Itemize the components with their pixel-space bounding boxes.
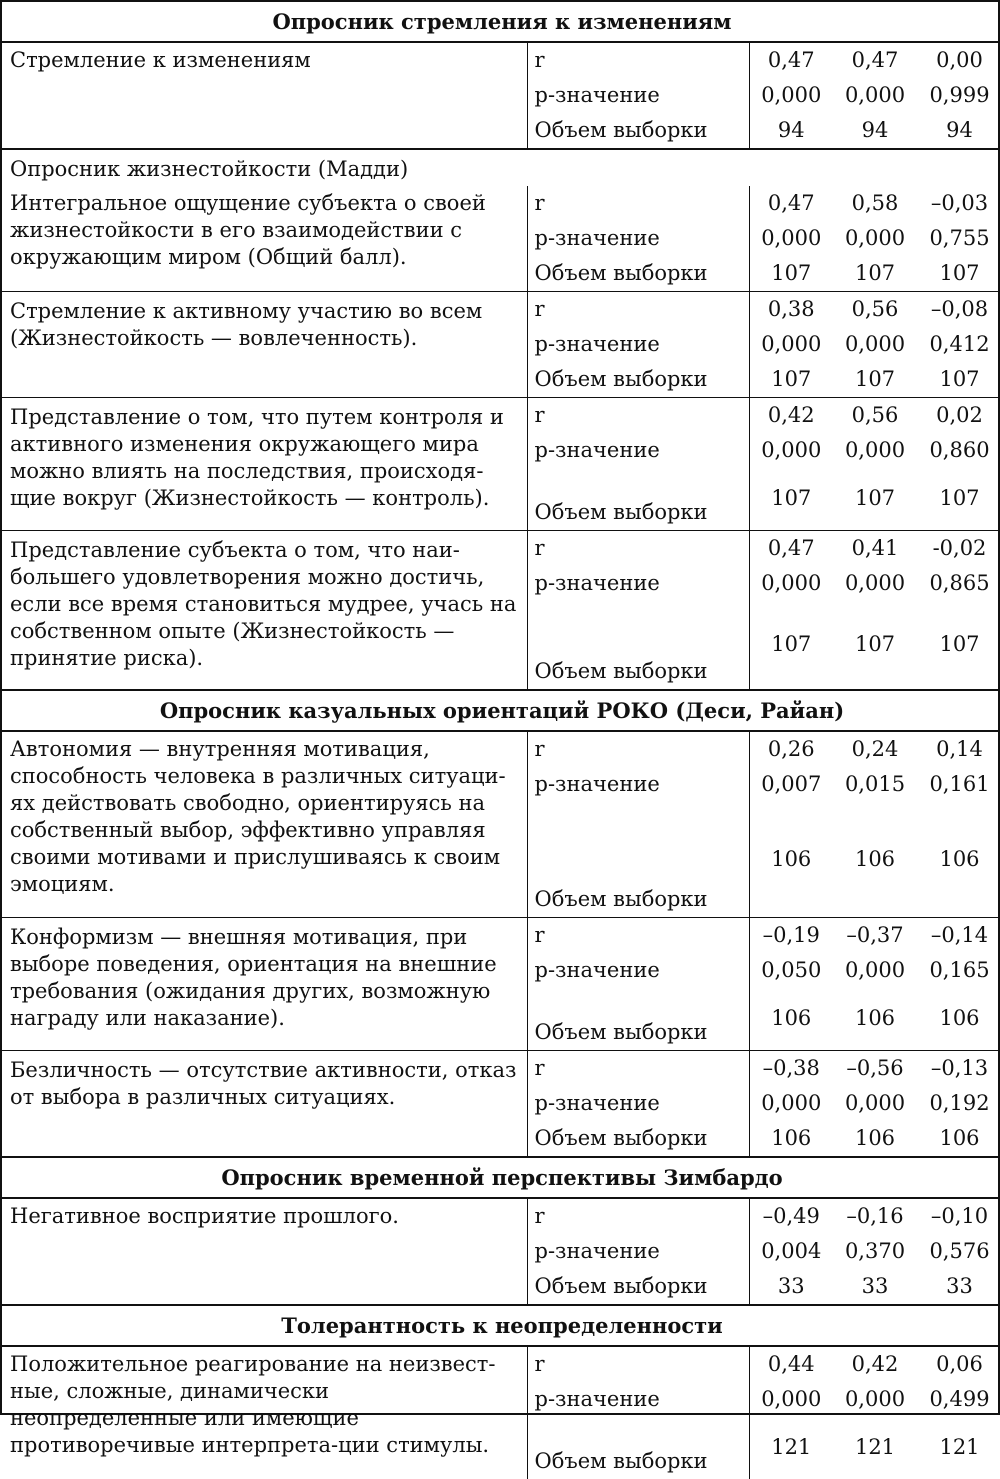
stat-value: 94 xyxy=(749,113,833,149)
row-description: Конформизм — внешняя мотивация, при выборе поведения, ориентация на внешние требования (ожидания других, возможную награду или наказание). xyxy=(2,918,527,1051)
stat-value: 0,576 xyxy=(929,1238,990,1263)
stat-label: r xyxy=(527,292,749,328)
row-description: Положительное реагирование на неизвест-ные, сложные, динамически неопределенные или имеющие противоречивые интерпрета-ции стимулы. xyxy=(10,1351,496,1457)
stat-label: р-значение xyxy=(527,953,749,988)
stat-value: 0,499 xyxy=(929,1386,990,1411)
table-row xyxy=(2,42,1000,78)
stat-label: Объем выборки xyxy=(527,1417,749,1479)
stat-value: 107 xyxy=(854,486,896,511)
stat-value: 107 xyxy=(749,362,833,398)
stat-label: Объем выборки xyxy=(527,601,749,690)
stat-value: 107 xyxy=(939,632,980,656)
section-header xyxy=(2,1157,1000,1198)
stat-value: 0,14 xyxy=(936,736,983,761)
stat-label: r xyxy=(527,530,749,566)
stat-value: 0,42 xyxy=(749,398,833,434)
stat-label: Объем выборки xyxy=(527,113,749,149)
stat-value: –0,03 xyxy=(930,191,989,215)
stat-value: 0,755 xyxy=(929,226,990,250)
stat-value: 0,165 xyxy=(929,958,990,982)
stat-value: 0,26 xyxy=(749,731,833,767)
row-description: Стремление к активному участию во всем (Жизнестойкость — вовлеченность). xyxy=(2,292,527,398)
stat-value: 0,42 xyxy=(851,1351,899,1376)
stat-value: 0,370 xyxy=(844,1238,906,1263)
stat-label: Объем выборки xyxy=(527,1121,749,1157)
correlation-table xyxy=(2,0,1000,1479)
stat-value: 0,000 xyxy=(844,226,906,250)
table-row xyxy=(2,1198,1000,1234)
stat-label: р-значение xyxy=(527,1086,749,1121)
table-row xyxy=(2,398,1000,434)
stat-label: r xyxy=(527,1198,749,1234)
stat-value: 0,56 xyxy=(833,292,917,328)
stat-value: 0,000 xyxy=(844,1386,906,1411)
stat-value: –0,56 xyxy=(833,1050,917,1086)
stat-value: 0,999 xyxy=(929,83,990,107)
stat-value: 106 xyxy=(749,988,833,1050)
section-subheader xyxy=(2,149,1000,186)
stat-label: Объем выборки xyxy=(527,988,749,1050)
stat-label: Объем выборки xyxy=(527,256,749,292)
stat-label: р-значение xyxy=(527,433,749,468)
section-subtitle: Опросник жизнестойкости (Мадди) xyxy=(2,149,1000,186)
stat-value: 33 xyxy=(749,1269,833,1305)
row-description: Безличность — отсутствие активности, отказ от выбора в различных ситуациях. xyxy=(2,1050,527,1157)
table-row xyxy=(2,731,1000,767)
stat-value: 107 xyxy=(749,601,833,690)
section-header xyxy=(2,690,1000,731)
table-row xyxy=(2,186,1000,221)
stat-value: 121 xyxy=(749,1417,833,1479)
stat-value: 0,000 xyxy=(844,570,906,595)
stat-value: 106 xyxy=(854,846,896,871)
stat-value: 106 xyxy=(939,1006,980,1031)
table-row xyxy=(2,530,1000,566)
stat-label: r xyxy=(527,731,749,767)
stat-value: 0,000 xyxy=(844,83,906,107)
stat-value: 106 xyxy=(749,1121,833,1157)
stat-value: 107 xyxy=(749,256,833,292)
stat-value: 0,47 xyxy=(749,186,833,221)
stat-value: 0,161 xyxy=(929,771,990,796)
stat-value: 0,000 xyxy=(749,78,833,113)
stat-value: 106 xyxy=(854,1006,896,1031)
row-description: Представление о том, что путем контроля и активного изменения окружающего мира можно влиять на последствия, происходя-щие вокруг (Жизнестойкость — контроль). xyxy=(2,398,527,531)
stat-value: 0,000 xyxy=(749,327,833,362)
stat-value: 106 xyxy=(749,802,833,918)
stat-label: р-значение xyxy=(527,1234,749,1269)
stat-value: 0,000 xyxy=(749,221,833,256)
stat-value: 94 xyxy=(861,118,889,142)
stat-value: 0,000 xyxy=(749,433,833,468)
stat-value: –0,38 xyxy=(749,1050,833,1086)
stat-value: –0,19 xyxy=(749,918,833,954)
stat-value: 121 xyxy=(854,1435,896,1459)
stat-value: 0,000 xyxy=(844,332,906,356)
stat-value: 33 xyxy=(946,1273,973,1298)
section-title: Опросник казуальных ориентаций РОКО (Деси, Райан) xyxy=(2,690,1000,731)
stat-value: 0,000 xyxy=(844,1090,906,1115)
row-description: Стремление к изменениям xyxy=(10,48,311,72)
stat-value: 0,56 xyxy=(833,398,917,434)
stat-value: 0,38 xyxy=(749,292,833,328)
stat-label: р-значение xyxy=(527,327,749,362)
stat-value: 0,000 xyxy=(749,566,833,601)
stat-value: –0,49 xyxy=(749,1198,833,1234)
stat-value: –0,08 xyxy=(917,292,1000,328)
stat-value: 0,004 xyxy=(749,1234,833,1269)
stat-value: 107 xyxy=(939,367,980,391)
stat-label: Объем выборки xyxy=(527,802,749,918)
stat-label: r xyxy=(527,42,749,78)
row-description: Негативное восприятие прошлого. xyxy=(10,1203,399,1228)
stat-value: –0,13 xyxy=(917,1050,1000,1086)
stat-value: 0,000 xyxy=(844,958,906,982)
stat-value: 0,41 xyxy=(833,530,917,566)
table-body xyxy=(2,1,1000,1479)
stat-value: 0,47 xyxy=(749,530,833,566)
stat-label: р-значение xyxy=(527,221,749,256)
stat-label: r xyxy=(527,918,749,954)
stat-label: Объем выборки xyxy=(527,468,749,530)
stat-value: 121 xyxy=(939,1435,980,1459)
stat-value: –0,16 xyxy=(846,1203,904,1228)
stat-value: 107 xyxy=(939,261,980,285)
stat-value: 0,06 xyxy=(936,1351,983,1376)
stat-value: 0,000 xyxy=(844,438,906,462)
stat-value: 106 xyxy=(939,1125,980,1150)
section-title: Опросник временной перспективы Зимбардо xyxy=(2,1157,1000,1198)
stat-value: 0,47 xyxy=(851,48,899,72)
stat-value: 0,007 xyxy=(749,767,833,802)
stat-value: -0,02 xyxy=(917,530,1000,566)
stat-value: 0,58 xyxy=(851,191,899,215)
stat-value: 0,000 xyxy=(749,1086,833,1121)
stat-value: 0,192 xyxy=(929,1090,990,1115)
row-description: Представление субъекта о том, что наи-большего удовлетворения можно достичь, если все время становиться мудрее, учась на собственном опыте (Жизнестойкость — принятие риска). xyxy=(2,530,527,690)
stat-value: 0,412 xyxy=(929,332,990,356)
table-row xyxy=(2,1050,1000,1086)
stat-value: 107 xyxy=(854,367,896,391)
stat-label: Объем выборки xyxy=(527,1269,749,1305)
stat-value: 0,44 xyxy=(749,1346,833,1382)
stat-value: 0,015 xyxy=(844,771,906,796)
stat-value: –0,10 xyxy=(930,1203,989,1228)
stat-value: –0,37 xyxy=(833,918,917,954)
stat-label: р-значение xyxy=(527,1382,749,1417)
stat-value: 0,24 xyxy=(851,736,899,761)
stat-value: 94 xyxy=(946,118,973,142)
stat-value: 0,050 xyxy=(749,953,833,988)
stat-value: 107 xyxy=(854,261,896,285)
section-header xyxy=(2,1305,1000,1346)
stat-value: 33 xyxy=(861,1273,889,1298)
table-row xyxy=(2,292,1000,328)
stat-value: 107 xyxy=(939,486,980,511)
stat-value: 107 xyxy=(854,632,896,656)
stat-label: р-значение xyxy=(527,566,749,601)
row-description: Интегральное ощущение субъекта о своей жизнестойкости в его взаимодействии с окружающим миром (Общий балл). xyxy=(10,191,486,269)
stat-label: r xyxy=(527,1346,749,1382)
stat-label: р-значение xyxy=(527,78,749,113)
stat-value: 0,02 xyxy=(917,398,1000,434)
section-header xyxy=(2,1,1000,42)
section-title: Опросник стремления к изменениям xyxy=(2,1,1000,42)
stat-label: р-значение xyxy=(527,767,749,802)
stat-value: 107 xyxy=(749,468,833,530)
table-row xyxy=(2,1346,1000,1382)
stat-value: –0,14 xyxy=(917,918,1000,954)
stat-label: r xyxy=(527,1050,749,1086)
stat-value: 106 xyxy=(854,1125,896,1150)
stat-value: 0,860 xyxy=(929,438,990,462)
section-title: Толерантность к неопределенности xyxy=(2,1305,1000,1346)
stat-value: 0,00 xyxy=(936,48,983,72)
row-description: Автономия — внутренняя мотивация, способность человека в различных ситуаци-ях действовать свободно, ориентируясь на собственный выбор, эффективно управляя своими мотивами и прислушиваясь к своим эмоциям. xyxy=(10,736,506,896)
stat-label: r xyxy=(527,398,749,434)
stat-value: 106 xyxy=(939,846,980,871)
stat-value: 0,865 xyxy=(929,570,990,595)
stat-value: 0,000 xyxy=(749,1382,833,1417)
stat-value: 0,47 xyxy=(749,42,833,78)
stat-label: Объем выборки xyxy=(527,362,749,398)
table-row xyxy=(2,918,1000,954)
stat-label: r xyxy=(527,186,749,221)
